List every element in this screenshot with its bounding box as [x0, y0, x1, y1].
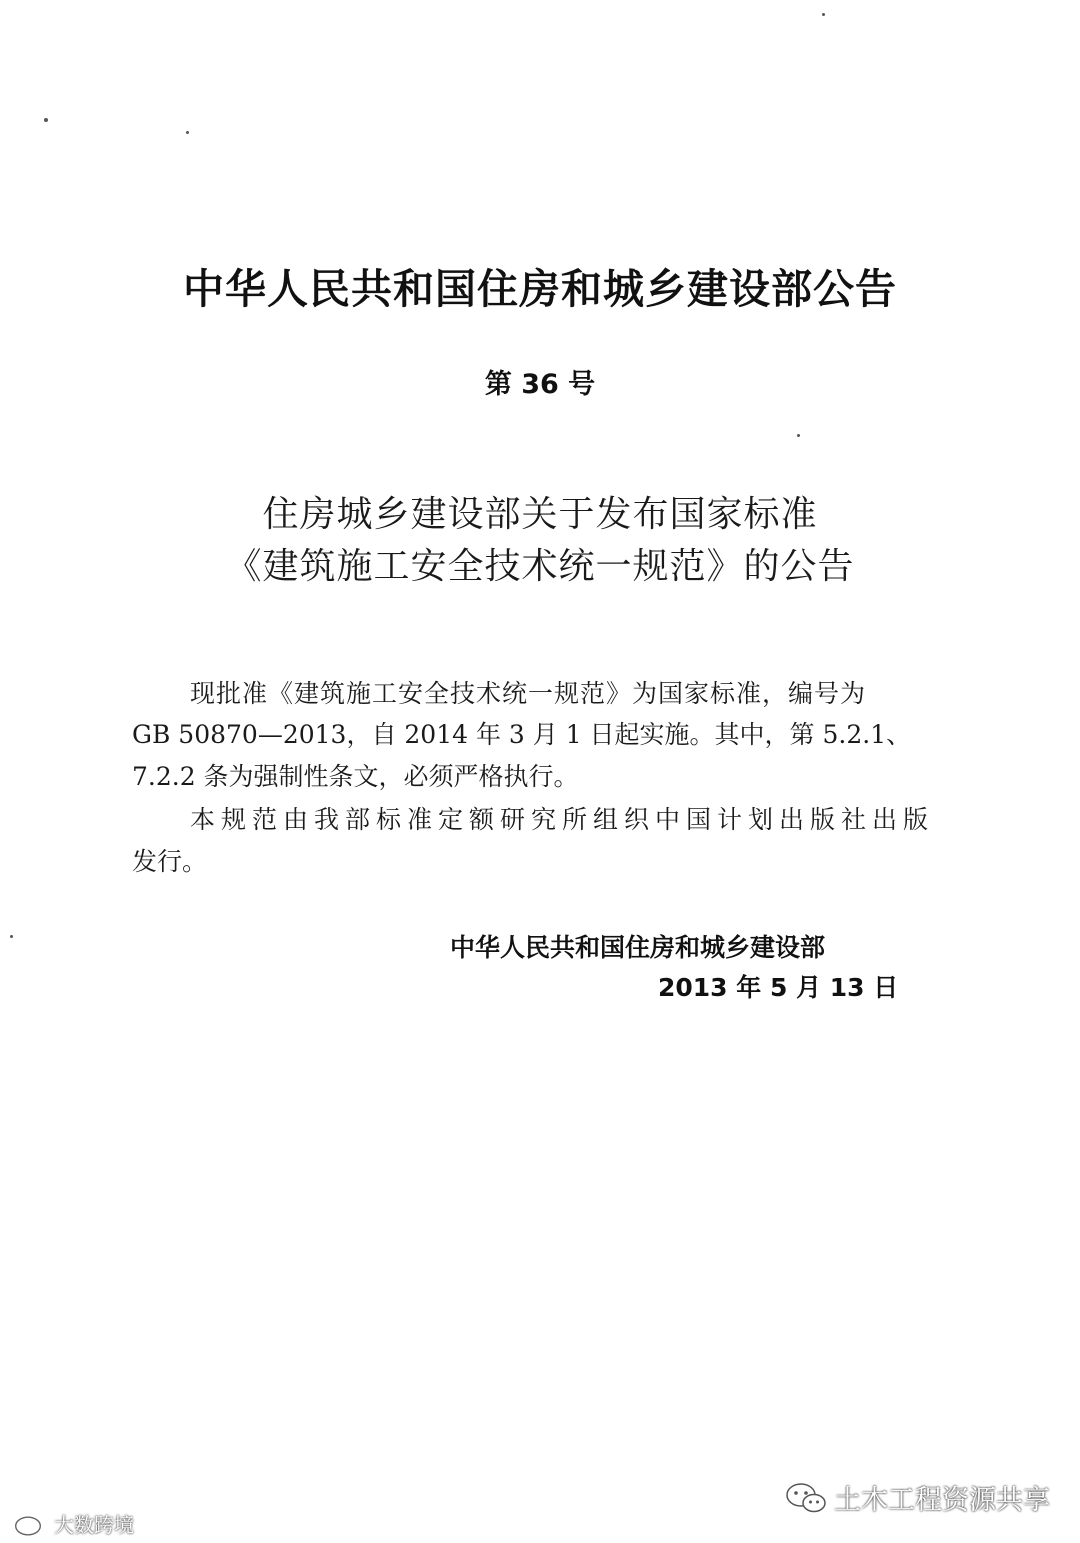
scan-speck	[10, 935, 13, 938]
scan-speck	[44, 118, 48, 122]
announcement-subtitle-line1: 住房城乡建设部关于发布国家标准	[262, 494, 818, 535]
paragraph1-line1: 现批准《建筑施工安全技术统一规范》为国家标准，编号为	[190, 679, 867, 708]
paragraph2-line1: 本规范由我部标准定额研究所组织中国计划出版社出版	[190, 805, 935, 834]
left-watermark	[14, 1509, 134, 1538]
paragraph2-line2: 发行。	[132, 847, 208, 876]
issuer-signature: 中华人民共和国住房和城乡建设部	[450, 933, 826, 962]
weibo-logo-icon	[14, 1511, 48, 1537]
scan-speck	[186, 131, 189, 134]
scan-speck	[797, 434, 800, 437]
announcement-number: 第 36 号	[484, 369, 596, 400]
announcement-title: 中华人民共和国住房和城乡建设部公告	[183, 265, 897, 313]
paragraph1-line3: 7.2.2 条为强制性条文，必须严格执行。	[132, 762, 579, 791]
issue-date: 2013 年 5 月 13 日	[658, 973, 899, 1002]
wechat-logo-icon	[784, 1481, 828, 1515]
announcement-subtitle-line2: 《建筑施工安全技术统一规范》的公告	[225, 546, 855, 587]
paragraph1-line2: GB 50870—2013，自 2014 年 3 月 1 日起实施。其中，第 5.2.1、	[132, 720, 912, 749]
left-watermark-text: 大数跨境	[54, 1513, 134, 1537]
right-watermark-text: 土木工程资源共享	[834, 1485, 1050, 1516]
right-watermark	[784, 1478, 1050, 1517]
scan-speck	[822, 13, 825, 16]
